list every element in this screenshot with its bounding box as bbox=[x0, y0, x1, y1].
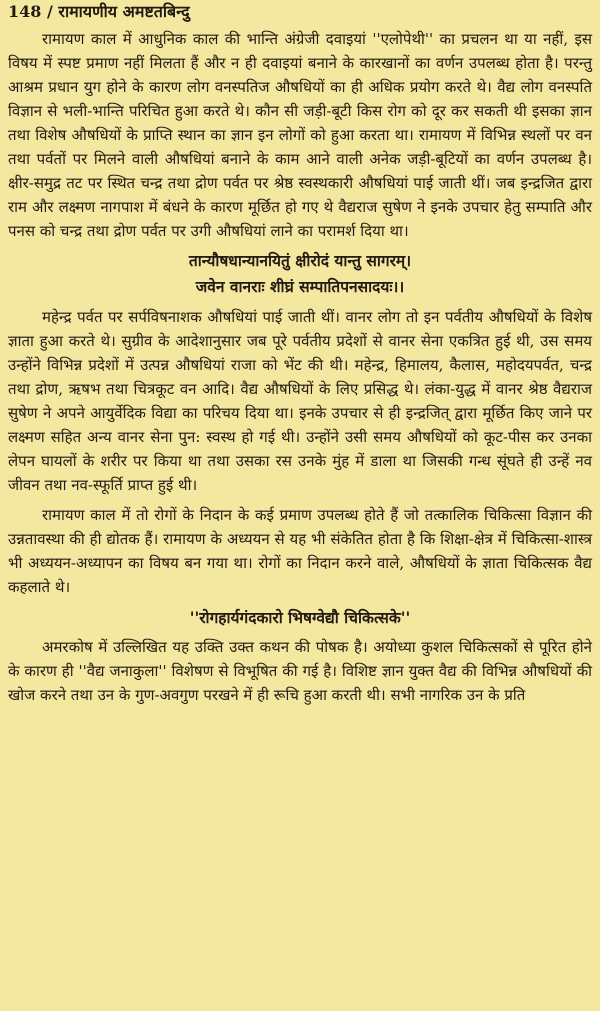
paragraph-4: अमरकोष में उल्लिखित यह उक्ति उक्त कथन की पोषक है। अयोध्या कुशल चिकित्सकों से पूरित होने के कारण ही ''वैद्य जनाकुला'' विशेषण से विभूषित की गई है। विशिष्ट ज्ञान युक्त वैद्य की विभिन्न औषधियों की खोज करने तथा उन के गुण-अवगुण परखने में ही रूचि हुआ करती थी। सभी नागरिक उन के प्रति bbox=[8, 638, 592, 704]
quoted-verse: ''रोगहार्यगंदकारो भिषग्वेद्यौ चिकित्सके'' bbox=[189, 608, 411, 627]
sanskrit-verse bbox=[8, 249, 592, 299]
paragraph-3: रामायण काल में तो रोगों के निदान के कई प्रमाण उपलब्ध होते हैं जो तत्कालिक चिकित्सा विज्ञान की उन्नतावस्था की ही द्योतक हैं। रामायण के अध्ययन से यह भी संकेतित होता है कि शिक्षा-क्षेत्र में चिकित्सा-शास्त्र भी अध्ययन-अध्यापन का विषय बन गया था। रोगों का निदान करने वाले, औषधियों के ज्ञाता चिकित्सक वैद्य कहलाते थे। bbox=[8, 506, 592, 596]
verse-line-1: तान्यौषधान्यानयितुं क्षीरोदं यान्तु सागरम्। bbox=[188, 251, 412, 270]
verse-line-2: जवेन वानराः शीघ्रं सम्पातिपनसादयः।। bbox=[195, 277, 405, 296]
paragraph-1: रामायण काल में आधुनिक काल की भान्ति अंग्रेजी दवाइयां ''एलोपेथी'' का प्रचलन था या नहीं, इस विषय में स्पष्ट प्रमाण नहीं मिलता हैं और न ही दवाइयां बनाने के कारखानों का वर्णन उपलब्ध होता है। परन्तु आश्रम प्रधान युग होने के कारण लोग वनस्पतिज औषधियों का ही अधिक प्रयोग करते थे। वैद्य लोग वनस्पति विज्ञान से भली-भान्ति परिचित हुआ करते थे। कौन सी जड़ी-बूटी किस रोग को दूर कर सकती थी इसका ज्ञान तथा विशेष औषधियों के प्राप्ति स्थान का ज्ञान इन लोगों को हुआ करता था। रामायण में विभिन्न स्थलों पर वन तथा पर्वतों पर मिलने वाली औषधियां बनाने के काम आने वाली अनेक जड़ी-बूटियों का वर्णन उपलब्ध है। क्षीर-समुद्र तट पर स्थित चन्द्र तथा द्रोण पर्वत पर श्रेष्ठ स्वस्थकारी औषधियां पाई जाती थीं। जब इन्द्रजित द्वारा राम और लक्ष्मण नागपाश में बंधने के कारण मूर्छित हो गए थे वैद्यराज सुषेण ने इनके उपचार हेतु सम्पाति और पनस को चन्द्र तथा द्रोण पर्वत पर उगी औषधियां लाने का परामर्श दिया था। bbox=[8, 30, 592, 240]
header-separator: / bbox=[46, 2, 53, 21]
book-title: रामायणीय अमष्टतबिन्दु bbox=[58, 2, 190, 21]
running-header bbox=[8, 2, 592, 22]
paragraph-2: महेन्द्र पर्वत पर सर्पविषनाशक औषधियां पाई जाती थीं। वानर लोग तो इन पर्वतीय औषधियों के विशेष ज्ञाता हुआ करते थे। सुग्रीव के आदेशानुसार जब पूरे पर्वतीय प्रदेशों से वानर सेना एकत्रित हुई थी, उस समय उन्होंने विभिन्न प्रदेशों में उत्पन्न औषधियां राजा को भेंट की थी। महेन्द्र, हिमालय, कैलास, महोदयपर्वत, चन्द्र तथा द्रोण, ऋषभ तथा चित्रकूट वन आदि। वैद्य औषधियों के लिए प्रसिद्ध थे। लंका-युद्ध में वानर श्रेष्ठ वैद्यराज सुषेण ने अपने आयुर्वेदिक विद्या का परिचय दिया था। इनके उपचार से ही इन्द्रजित् द्वारा मूर्छित किए जाने पर लक्ष्मण सहित अन्य वानर सेना पुन: स्वस्थ हो गई थी। उन्होंने उसी समय औषधियों को कूट-पीस कर उनका लेपन घायलों के शरीर पर किया था तथा उसका रस उनके मुंह में डाला था जिसकी गन्ध सूंघते ही उन्हें नव जीवन तथा नव-स्फूर्ति प्राप्त हुई थी। bbox=[8, 308, 592, 494]
page-number: 148 bbox=[8, 2, 42, 21]
